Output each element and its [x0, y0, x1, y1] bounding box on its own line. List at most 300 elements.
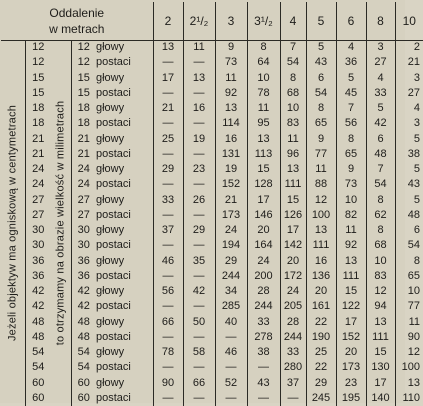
image-size-cell: 60 — [71, 391, 96, 406]
value-cell: 15 — [336, 284, 366, 299]
value-cell: 200 — [247, 269, 280, 284]
subject-label-cell: postaci — [96, 360, 153, 375]
image-size-cell: 21 — [71, 147, 96, 162]
value-cell: 136 — [306, 269, 336, 284]
subject-label-cell: postaci — [96, 86, 153, 101]
value-cell: 11 — [215, 71, 247, 86]
value-cell: — — [153, 330, 183, 345]
value-cell: 88 — [306, 177, 336, 192]
value-cell: 130 — [366, 360, 395, 375]
distance-header-3m: 3 — [215, 2, 247, 40]
value-cell: 146 — [247, 208, 280, 223]
value-cell: 95 — [247, 116, 280, 131]
value-cell: — — [215, 391, 247, 406]
value-cell: 25 — [153, 132, 183, 147]
value-cell: 5 — [306, 40, 336, 55]
value-cell: 29 — [153, 162, 183, 177]
focal-length-cell: 24 — [32, 163, 45, 176]
value-cell: 3 — [366, 40, 395, 55]
value-cell: 19 — [215, 162, 247, 177]
focal-length-cell: 42 — [32, 285, 45, 298]
value-cell: 15 — [247, 162, 280, 177]
value-cell: — — [183, 269, 215, 284]
image-size-cell: 30 — [71, 238, 96, 253]
focal-length-cell: 24 — [32, 178, 45, 191]
value-cell: 54 — [366, 177, 395, 192]
image-size-cell: 54 — [71, 360, 96, 375]
value-cell: 27 — [395, 86, 423, 101]
value-cell: 92 — [336, 238, 366, 253]
value-cell: 6 — [306, 71, 336, 86]
focal-length-cell: 48 — [32, 315, 45, 328]
value-cell: 111 — [336, 269, 366, 284]
value-cell: — — [247, 360, 280, 375]
value-cell: 10 — [395, 284, 423, 299]
value-cell: 38 — [247, 345, 280, 360]
value-cell: 126 — [280, 208, 306, 223]
subject-label-cell: głowy — [96, 284, 153, 299]
image-size-cell: 54 — [71, 345, 96, 360]
value-cell: 23 — [336, 376, 366, 391]
value-cell: 16 — [306, 254, 336, 269]
value-cell: 5 — [395, 132, 423, 147]
subject-label-cell: postaci — [96, 299, 153, 314]
focal-length-cell: 30 — [32, 239, 45, 252]
image-size-cell: 36 — [71, 254, 96, 269]
value-cell: 54 — [395, 238, 423, 253]
distance-header-2-5m: 2¹/₂ — [183, 2, 215, 40]
value-cell: — — [153, 147, 183, 162]
value-cell: 13 — [306, 223, 336, 238]
value-cell: 66 — [153, 315, 183, 330]
value-cell: — — [153, 55, 183, 70]
value-cell: — — [183, 116, 215, 131]
value-cell: — — [153, 299, 183, 314]
focal-length-cell: 54 — [32, 346, 45, 359]
value-cell: — — [215, 330, 247, 345]
focal-length-cell: 36 — [32, 254, 45, 267]
subject-label-cell: głowy — [96, 223, 153, 238]
value-cell: 244 — [215, 269, 247, 284]
value-cell: 244 — [247, 299, 280, 314]
subject-label-cell: głowy — [96, 40, 153, 55]
value-cell: 8 — [247, 40, 280, 55]
image-size-cell: 24 — [71, 162, 96, 177]
value-cell: 205 — [280, 299, 306, 314]
value-cell: 194 — [215, 238, 247, 253]
value-cell: 17 — [153, 71, 183, 86]
value-cell: 11 — [306, 162, 336, 177]
value-cell: 73 — [215, 55, 247, 70]
image-size-cell: 42 — [71, 284, 96, 299]
subject-label-cell: głowy — [96, 254, 153, 269]
value-cell: 17 — [366, 376, 395, 391]
value-cell: 27 — [366, 55, 395, 70]
focal-length-cell: 36 — [32, 269, 45, 282]
focal-length-cell: 42 — [32, 300, 45, 313]
value-cell: 24 — [247, 254, 280, 269]
image-size-cell: 12 — [71, 40, 96, 55]
value-cell: 4 — [336, 40, 366, 55]
subject-label-cell: postaci — [96, 116, 153, 131]
distance-header-6m: 6 — [336, 2, 366, 40]
value-cell: 100 — [395, 360, 423, 375]
distance-header-2m: 2 — [153, 2, 183, 40]
value-cell: 23 — [183, 162, 215, 177]
value-cell: 12 — [306, 193, 336, 208]
value-cell: 78 — [153, 345, 183, 360]
value-cell: 13 — [395, 376, 423, 391]
value-cell: 21 — [395, 55, 423, 70]
value-cell: 142 — [280, 238, 306, 253]
value-cell: 11 — [395, 315, 423, 330]
image-size-cell: 48 — [71, 330, 96, 345]
value-cell: 111 — [280, 177, 306, 192]
value-cell: 10 — [336, 193, 366, 208]
focal-length-cell: 60 — [32, 391, 45, 404]
value-cell: 11 — [280, 132, 306, 147]
value-cell: 13 — [247, 132, 280, 147]
focal-length-side-label-text: Jeżeli objektyw ma ogniskową w centymetrach — [6, 105, 19, 342]
value-cell: 8 — [306, 101, 336, 116]
value-cell: — — [153, 86, 183, 101]
value-cell: 4 — [366, 71, 395, 86]
value-cell: 43 — [306, 55, 336, 70]
value-cell: 36 — [336, 55, 366, 70]
subject-label-cell: głowy — [96, 345, 153, 360]
value-cell: 50 — [183, 315, 215, 330]
distance-header-8m: 8 — [366, 2, 395, 40]
value-cell: 22 — [306, 315, 336, 330]
focal-length-cell: 21 — [32, 132, 45, 145]
image-size-cell: 27 — [71, 208, 96, 223]
value-cell: 173 — [336, 360, 366, 375]
image-size-cell: 18 — [71, 101, 96, 116]
value-cell: 37 — [153, 223, 183, 238]
value-cell: 77 — [395, 299, 423, 314]
value-cell: 48 — [395, 208, 423, 223]
value-cell: 8 — [366, 223, 395, 238]
value-cell: — — [247, 391, 280, 406]
value-cell: 152 — [336, 330, 366, 345]
value-cell: 7 — [280, 40, 306, 55]
focal-length-cell: 27 — [32, 208, 45, 221]
subject-label-cell: postaci — [96, 177, 153, 192]
value-cell: 195 — [336, 391, 366, 406]
subject-label-cell: postaci — [96, 391, 153, 406]
value-cell: 46 — [215, 345, 247, 360]
subject-label-cell: postaci — [96, 269, 153, 284]
subject-label-cell: głowy — [96, 162, 153, 177]
value-cell: 5 — [336, 71, 366, 86]
value-cell: 100 — [306, 208, 336, 223]
value-cell: — — [183, 391, 215, 406]
value-cell: 278 — [247, 330, 280, 345]
subject-label-cell: głowy — [96, 193, 153, 208]
value-cell: 8 — [336, 132, 366, 147]
value-cell: 4 — [395, 101, 423, 116]
value-cell: 8 — [280, 71, 306, 86]
value-cell: 20 — [306, 284, 336, 299]
value-cell: 65 — [336, 147, 366, 162]
value-cell: — — [183, 330, 215, 345]
value-cell: — — [183, 55, 215, 70]
subject-label-cell: postaci — [96, 55, 153, 70]
value-cell: 28 — [280, 315, 306, 330]
value-cell: 40 — [215, 315, 247, 330]
value-cell: 78 — [247, 86, 280, 101]
value-cell: — — [183, 208, 215, 223]
focal-length-cell: 54 — [32, 361, 45, 374]
value-cell: 68 — [366, 238, 395, 253]
value-cell: 42 — [183, 284, 215, 299]
image-size-cell: 42 — [71, 299, 96, 314]
focal-length-cell: 30 — [32, 224, 45, 237]
value-cell: 6 — [366, 132, 395, 147]
value-cell: 152 — [215, 177, 247, 192]
value-cell: 17 — [247, 193, 280, 208]
value-cell: 38 — [395, 147, 423, 162]
focal-length-side-label — [1, 40, 25, 406]
value-cell: 20 — [336, 345, 366, 360]
value-cell: 3 — [395, 71, 423, 86]
value-cell: 58 — [183, 345, 215, 360]
value-cell: 245 — [306, 391, 336, 406]
image-size-cell: 30 — [71, 223, 96, 238]
value-cell: 11 — [247, 101, 280, 116]
value-cell: 114 — [215, 116, 247, 131]
value-cell: 37 — [280, 376, 306, 391]
value-cell: 90 — [153, 376, 183, 391]
subject-label-cell: postaci — [96, 147, 153, 162]
image-size-cell: 48 — [71, 315, 96, 330]
value-cell: 7 — [336, 101, 366, 116]
value-cell: 83 — [366, 269, 395, 284]
image-size-side-label — [51, 40, 71, 406]
distance-header-5m: 5 — [306, 2, 336, 40]
value-cell: 173 — [215, 208, 247, 223]
value-cell: 48 — [366, 147, 395, 162]
value-cell: 111 — [306, 238, 336, 253]
distance-table — [1, 2, 423, 406]
image-size-cell: 60 — [71, 376, 96, 391]
value-cell: — — [183, 360, 215, 375]
value-cell: 17 — [336, 315, 366, 330]
value-cell: 21 — [215, 193, 247, 208]
value-cell: — — [183, 147, 215, 162]
value-cell: 35 — [183, 254, 215, 269]
value-cell: 2 — [395, 40, 423, 55]
value-cell: 73 — [336, 177, 366, 192]
distance-header-title — [1, 2, 153, 40]
value-cell: 11 — [336, 223, 366, 238]
subject-label-cell: głowy — [96, 71, 153, 86]
focal-length-cell: 12 — [32, 56, 45, 69]
value-cell: 161 — [306, 299, 336, 314]
value-cell: 94 — [366, 299, 395, 314]
focal-length-cell: 12 — [32, 41, 45, 54]
value-cell: 33 — [366, 86, 395, 101]
subject-label-cell: głowy — [96, 376, 153, 391]
value-cell: 13 — [153, 40, 183, 55]
value-cell: 66 — [183, 376, 215, 391]
value-cell: 10 — [366, 254, 395, 269]
focal-length-cell: 18 — [32, 102, 45, 115]
table-row — [1, 40, 423, 55]
subject-label-cell: postaci — [96, 208, 153, 223]
value-cell: 3 — [395, 116, 423, 131]
value-cell: 16 — [183, 101, 215, 116]
value-cell: 6 — [395, 223, 423, 238]
value-cell: 5 — [366, 101, 395, 116]
value-cell: 13 — [280, 162, 306, 177]
value-cell: 21 — [153, 101, 183, 116]
value-cell: 34 — [215, 284, 247, 299]
value-cell: 22 — [306, 360, 336, 375]
value-cell: 10 — [280, 101, 306, 116]
image-size-side-label-text: to otrzymamy na obrazie wielkość w milimetrach — [54, 100, 67, 346]
value-cell: 20 — [247, 223, 280, 238]
value-cell: 29 — [183, 223, 215, 238]
value-cell: 26 — [183, 193, 215, 208]
focal-length-cell: 15 — [32, 86, 45, 99]
value-cell: 17 — [280, 223, 306, 238]
value-cell: 29 — [306, 376, 336, 391]
value-cell: 8 — [366, 193, 395, 208]
value-cell: 20 — [280, 254, 306, 269]
subject-label-cell: głowy — [96, 101, 153, 116]
value-cell: 13 — [183, 71, 215, 86]
value-cell: 28 — [247, 284, 280, 299]
subject-label-cell: głowy — [96, 315, 153, 330]
value-cell: 24 — [215, 223, 247, 238]
value-cell: 43 — [247, 376, 280, 391]
value-cell: — — [153, 238, 183, 253]
value-cell: 12 — [395, 345, 423, 360]
value-cell: — — [183, 299, 215, 314]
subject-label-cell: postaci — [96, 330, 153, 345]
value-cell: 13 — [366, 315, 395, 330]
value-cell: 10 — [247, 71, 280, 86]
value-cell: 12 — [366, 284, 395, 299]
value-cell: — — [215, 360, 247, 375]
value-cell: 24 — [280, 284, 306, 299]
value-cell: 244 — [280, 330, 306, 345]
value-cell: 7 — [366, 162, 395, 177]
value-cell: — — [153, 116, 183, 131]
value-cell: 285 — [215, 299, 247, 314]
image-size-cell: 15 — [71, 71, 96, 86]
value-cell: 25 — [306, 345, 336, 360]
subject-label-cell: głowy — [96, 132, 153, 147]
value-cell: 92 — [215, 86, 247, 101]
value-cell: 128 — [247, 177, 280, 192]
value-cell: 68 — [280, 86, 306, 101]
value-cell: 56 — [336, 116, 366, 131]
value-cell: 110 — [395, 391, 423, 406]
focal-length-cell: 48 — [32, 330, 45, 343]
value-cell: — — [153, 360, 183, 375]
value-cell: 8 — [395, 254, 423, 269]
value-cell: 90 — [395, 330, 423, 345]
value-cell: 16 — [215, 132, 247, 147]
value-cell: 45 — [336, 86, 366, 101]
value-cell: 172 — [280, 269, 306, 284]
image-size-cell: 36 — [71, 269, 96, 284]
value-cell: 15 — [280, 193, 306, 208]
value-cell: 62 — [366, 208, 395, 223]
value-cell: 29 — [215, 254, 247, 269]
value-cell: — — [183, 86, 215, 101]
value-cell: 5 — [395, 162, 423, 177]
image-size-cell: 21 — [71, 132, 96, 147]
image-size-cell: 24 — [71, 177, 96, 192]
value-cell: 13 — [336, 254, 366, 269]
value-cell: 54 — [280, 55, 306, 70]
header-row — [1, 2, 423, 40]
value-cell: 131 — [215, 147, 247, 162]
value-cell: 56 — [153, 284, 183, 299]
value-cell: 96 — [280, 147, 306, 162]
header-title-line1: Oddalenie — [49, 5, 105, 20]
value-cell: 33 — [153, 193, 183, 208]
value-cell: 33 — [280, 345, 306, 360]
focal-length-cell: 18 — [32, 117, 45, 130]
value-cell: — — [183, 177, 215, 192]
image-size-cell: 15 — [71, 86, 96, 101]
value-cell: — — [280, 391, 306, 406]
value-cell: 52 — [215, 376, 247, 391]
value-cell: — — [183, 238, 215, 253]
value-cell: 46 — [153, 254, 183, 269]
value-cell: 43 — [395, 177, 423, 192]
value-cell: 111 — [366, 330, 395, 345]
value-cell: 5 — [395, 193, 423, 208]
value-cell: 54 — [306, 86, 336, 101]
image-size-cell: 27 — [71, 193, 96, 208]
distance-header-10m: 10 — [395, 2, 423, 40]
value-cell: 65 — [306, 116, 336, 131]
focal-length-cell: 60 — [32, 376, 45, 389]
value-cell: 19 — [183, 132, 215, 147]
table-body — [1, 40, 423, 406]
value-cell: 9 — [306, 132, 336, 147]
value-cell: 77 — [306, 147, 336, 162]
value-cell: 13 — [215, 101, 247, 116]
value-cell: 11 — [183, 40, 215, 55]
value-cell: 164 — [247, 238, 280, 253]
value-cell: 280 — [280, 360, 306, 375]
value-cell: — — [153, 177, 183, 192]
value-cell: 65 — [395, 269, 423, 284]
image-size-cell: 18 — [71, 116, 96, 131]
value-cell: — — [153, 391, 183, 406]
value-cell: 82 — [336, 208, 366, 223]
focal-length-cell: 27 — [32, 193, 45, 206]
value-cell: — — [153, 208, 183, 223]
value-cell: 15 — [366, 345, 395, 360]
value-cell: 9 — [336, 162, 366, 177]
subject-label-cell: postaci — [96, 238, 153, 253]
value-cell: 83 — [280, 116, 306, 131]
image-size-cell: 12 — [71, 55, 96, 70]
value-cell: 33 — [247, 315, 280, 330]
value-cell: 42 — [366, 116, 395, 131]
focal-length-cell: 15 — [32, 71, 45, 84]
distance-header-4m: 4 — [280, 2, 306, 40]
value-cell: — — [153, 269, 183, 284]
value-cell: 140 — [366, 391, 395, 406]
